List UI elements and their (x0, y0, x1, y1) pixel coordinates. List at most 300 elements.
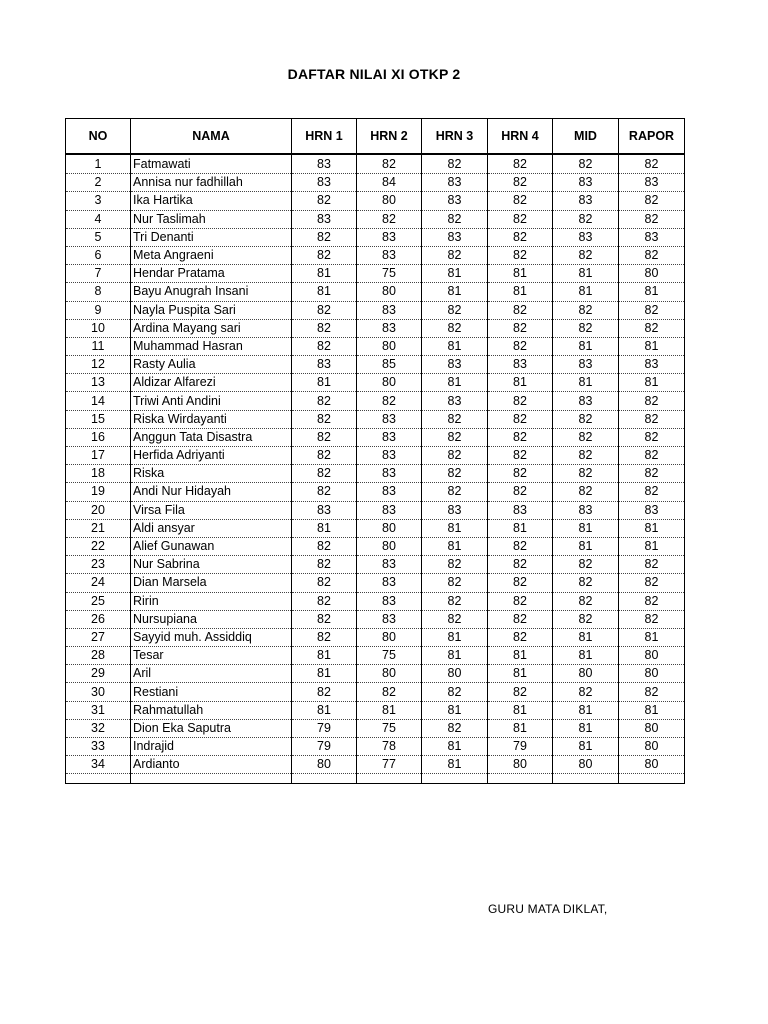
cell-nama: Aril (131, 665, 292, 683)
cell-rapor: 83 (619, 228, 685, 246)
cell-mid: 81 (553, 265, 619, 283)
cell-hrn2: 80 (357, 665, 422, 683)
cell-no: 22 (66, 537, 131, 555)
cell-hrn2: 82 (357, 154, 422, 174)
cell-rapor: 80 (619, 719, 685, 737)
cell-mid: 81 (553, 701, 619, 719)
cell-hrn2: 80 (357, 537, 422, 555)
cell-no: 15 (66, 410, 131, 428)
cell-hrn3: 82 (422, 592, 488, 610)
cell-hrn1: 81 (292, 374, 357, 392)
cell-nama: Bayu Anugrah Insani (131, 283, 292, 301)
cell-rapor: 82 (619, 465, 685, 483)
cell-hrn4: 82 (488, 192, 553, 210)
table-row (66, 556, 685, 574)
cell-nama: Herfida Adriyanti (131, 447, 292, 465)
cell-mid: 82 (553, 610, 619, 628)
table-row (66, 483, 685, 501)
cell-nama: Rahmatullah (131, 701, 292, 719)
cell-mid: 82 (553, 483, 619, 501)
cell-no: 16 (66, 428, 131, 446)
table-row (66, 265, 685, 283)
cell-mid: 83 (553, 228, 619, 246)
cell-hrn4: 81 (488, 283, 553, 301)
cell-rapor: 83 (619, 356, 685, 374)
cell-hrn2: 83 (357, 610, 422, 628)
table-row (66, 574, 685, 592)
cell-hrn2: 80 (357, 337, 422, 355)
cell-nama: Meta Angraeni (131, 246, 292, 264)
cell-mid: 81 (553, 283, 619, 301)
spacer-cell (619, 774, 685, 784)
cell-hrn2: 83 (357, 447, 422, 465)
cell-rapor: 82 (619, 192, 685, 210)
cell-hrn2: 83 (357, 574, 422, 592)
cell-rapor: 82 (619, 428, 685, 446)
table-body (66, 154, 685, 784)
cell-hrn1: 82 (292, 428, 357, 446)
cell-mid: 83 (553, 356, 619, 374)
cell-hrn2: 84 (357, 174, 422, 192)
cell-hrn3: 82 (422, 447, 488, 465)
cell-no: 31 (66, 701, 131, 719)
cell-mid: 82 (553, 428, 619, 446)
table-row (66, 519, 685, 537)
cell-hrn1: 83 (292, 356, 357, 374)
cell-hrn3: 82 (422, 246, 488, 264)
cell-rapor: 82 (619, 392, 685, 410)
cell-mid: 82 (553, 592, 619, 610)
cell-rapor: 83 (619, 174, 685, 192)
spacer-cell (292, 774, 357, 784)
cell-hrn2: 78 (357, 738, 422, 756)
cell-hrn2: 75 (357, 647, 422, 665)
cell-hrn3: 81 (422, 519, 488, 537)
cell-hrn1: 82 (292, 228, 357, 246)
table-row (66, 665, 685, 683)
cell-no: 33 (66, 738, 131, 756)
cell-mid: 81 (553, 719, 619, 737)
table-row (66, 719, 685, 737)
cell-hrn2: 77 (357, 756, 422, 774)
cell-no: 21 (66, 519, 131, 537)
cell-rapor: 82 (619, 301, 685, 319)
cell-hrn4: 82 (488, 465, 553, 483)
cell-mid: 81 (553, 337, 619, 355)
cell-hrn4: 81 (488, 719, 553, 737)
cell-rapor: 81 (619, 537, 685, 555)
cell-no: 23 (66, 556, 131, 574)
cell-hrn3: 81 (422, 701, 488, 719)
cell-mid: 81 (553, 628, 619, 646)
table-row (66, 228, 685, 246)
cell-hrn2: 82 (357, 683, 422, 701)
cell-mid: 81 (553, 374, 619, 392)
cell-hrn3: 80 (422, 665, 488, 683)
cell-nama: Nur Sabrina (131, 556, 292, 574)
cell-mid: 81 (553, 537, 619, 555)
cell-hrn1: 79 (292, 738, 357, 756)
table-row (66, 283, 685, 301)
spacer-cell (422, 774, 488, 784)
table-row (66, 756, 685, 774)
cell-rapor: 80 (619, 265, 685, 283)
cell-nama: Muhammad Hasran (131, 337, 292, 355)
cell-hrn4: 83 (488, 356, 553, 374)
table-row (66, 537, 685, 555)
cell-rapor: 82 (619, 610, 685, 628)
cell-nama: Tesar (131, 647, 292, 665)
cell-hrn2: 83 (357, 428, 422, 446)
header-hrn2: HRN 2 (357, 119, 422, 155)
cell-mid: 83 (553, 192, 619, 210)
cell-hrn1: 80 (292, 756, 357, 774)
cell-nama: Fatmawati (131, 154, 292, 174)
cell-nama: Indrajid (131, 738, 292, 756)
cell-nama: Rasty Aulia (131, 356, 292, 374)
cell-nama: Aldizar Alfarezi (131, 374, 292, 392)
cell-rapor: 82 (619, 556, 685, 574)
table-row (66, 447, 685, 465)
cell-hrn4: 82 (488, 428, 553, 446)
table-row (66, 465, 685, 483)
cell-hrn4: 82 (488, 483, 553, 501)
spacer-cell (553, 774, 619, 784)
cell-no: 8 (66, 283, 131, 301)
header-hrn4: HRN 4 (488, 119, 553, 155)
cell-rapor: 82 (619, 683, 685, 701)
signature-label: GURU MATA DIKLAT, (488, 902, 608, 916)
cell-hrn3: 82 (422, 301, 488, 319)
cell-hrn2: 75 (357, 719, 422, 737)
table-row (66, 628, 685, 646)
header-hrn3: HRN 3 (422, 119, 488, 155)
cell-no: 25 (66, 592, 131, 610)
table-header-row (66, 119, 685, 155)
cell-nama: Ardianto (131, 756, 292, 774)
header-no: NO (66, 119, 131, 155)
table-row (66, 356, 685, 374)
cell-nama: Alief Gunawan (131, 537, 292, 555)
cell-hrn4: 82 (488, 228, 553, 246)
cell-hrn3: 82 (422, 610, 488, 628)
cell-no: 1 (66, 154, 131, 174)
cell-hrn1: 83 (292, 154, 357, 174)
cell-hrn1: 82 (292, 628, 357, 646)
cell-hrn3: 83 (422, 228, 488, 246)
cell-hrn2: 83 (357, 410, 422, 428)
cell-hrn3: 81 (422, 374, 488, 392)
cell-hrn3: 81 (422, 537, 488, 555)
cell-hrn1: 82 (292, 610, 357, 628)
cell-no: 17 (66, 447, 131, 465)
cell-mid: 82 (553, 319, 619, 337)
table-row (66, 501, 685, 519)
cell-hrn4: 81 (488, 519, 553, 537)
table-row (66, 174, 685, 192)
cell-hrn3: 82 (422, 210, 488, 228)
table-row (66, 592, 685, 610)
cell-hrn1: 81 (292, 283, 357, 301)
table-row (66, 319, 685, 337)
cell-hrn4: 82 (488, 174, 553, 192)
cell-hrn1: 82 (292, 447, 357, 465)
cell-hrn1: 82 (292, 683, 357, 701)
cell-hrn4: 79 (488, 738, 553, 756)
cell-no: 29 (66, 665, 131, 683)
cell-rapor: 81 (619, 337, 685, 355)
cell-hrn2: 83 (357, 301, 422, 319)
cell-hrn2: 80 (357, 628, 422, 646)
cell-nama: Riska Wirdayanti (131, 410, 292, 428)
cell-mid: 80 (553, 756, 619, 774)
cell-hrn3: 82 (422, 683, 488, 701)
cell-mid: 83 (553, 174, 619, 192)
table-row (66, 301, 685, 319)
cell-hrn2: 83 (357, 556, 422, 574)
table-bottom-spacer (66, 774, 685, 784)
cell-no: 7 (66, 265, 131, 283)
cell-hrn4: 80 (488, 756, 553, 774)
cell-hrn4: 82 (488, 319, 553, 337)
cell-hrn3: 81 (422, 756, 488, 774)
cell-hrn3: 82 (422, 319, 488, 337)
cell-hrn4: 81 (488, 647, 553, 665)
cell-hrn2: 83 (357, 246, 422, 264)
cell-mid: 81 (553, 519, 619, 537)
cell-rapor: 80 (619, 738, 685, 756)
cell-mid: 82 (553, 465, 619, 483)
cell-hrn2: 83 (357, 465, 422, 483)
cell-mid: 81 (553, 738, 619, 756)
grades-table (65, 118, 685, 784)
cell-hrn1: 82 (292, 392, 357, 410)
cell-hrn3: 83 (422, 192, 488, 210)
cell-nama: Ardina Mayang sari (131, 319, 292, 337)
cell-no: 13 (66, 374, 131, 392)
cell-mid: 82 (553, 301, 619, 319)
cell-mid: 82 (553, 683, 619, 701)
table-row (66, 410, 685, 428)
cell-no: 4 (66, 210, 131, 228)
table-row (66, 701, 685, 719)
cell-rapor: 82 (619, 483, 685, 501)
table-row (66, 192, 685, 210)
cell-hrn2: 85 (357, 356, 422, 374)
cell-no: 2 (66, 174, 131, 192)
cell-rapor: 81 (619, 701, 685, 719)
cell-hrn3: 81 (422, 283, 488, 301)
cell-hrn2: 80 (357, 519, 422, 537)
cell-hrn3: 83 (422, 174, 488, 192)
cell-hrn3: 82 (422, 465, 488, 483)
cell-mid: 82 (553, 574, 619, 592)
cell-hrn3: 82 (422, 154, 488, 174)
cell-nama: Annisa nur fadhillah (131, 174, 292, 192)
cell-hrn2: 82 (357, 392, 422, 410)
cell-hrn3: 83 (422, 392, 488, 410)
cell-hrn1: 83 (292, 210, 357, 228)
cell-nama: Restiani (131, 683, 292, 701)
cell-no: 5 (66, 228, 131, 246)
cell-rapor: 82 (619, 319, 685, 337)
cell-hrn4: 82 (488, 392, 553, 410)
cell-hrn1: 81 (292, 701, 357, 719)
cell-mid: 82 (553, 410, 619, 428)
header-nama: NAMA (131, 119, 292, 155)
cell-hrn4: 82 (488, 556, 553, 574)
cell-hrn2: 83 (357, 483, 422, 501)
cell-hrn3: 81 (422, 265, 488, 283)
cell-no: 9 (66, 301, 131, 319)
cell-hrn2: 80 (357, 192, 422, 210)
table-row (66, 374, 685, 392)
cell-nama: Nayla Puspita Sari (131, 301, 292, 319)
cell-rapor: 83 (619, 501, 685, 519)
cell-nama: Dian Marsela (131, 574, 292, 592)
cell-hrn1: 82 (292, 192, 357, 210)
cell-hrn3: 82 (422, 574, 488, 592)
cell-hrn1: 82 (292, 537, 357, 555)
header-mid: MID (553, 119, 619, 155)
cell-hrn4: 82 (488, 337, 553, 355)
header-hrn1: HRN 1 (292, 119, 357, 155)
table-row (66, 392, 685, 410)
cell-hrn3: 83 (422, 356, 488, 374)
cell-nama: Anggun Tata Disastra (131, 428, 292, 446)
cell-hrn1: 79 (292, 719, 357, 737)
cell-mid: 82 (553, 154, 619, 174)
cell-hrn3: 82 (422, 410, 488, 428)
spacer-cell (357, 774, 422, 784)
cell-nama: Dion Eka Saputra (131, 719, 292, 737)
cell-hrn4: 82 (488, 154, 553, 174)
cell-rapor: 80 (619, 647, 685, 665)
cell-mid: 82 (553, 447, 619, 465)
cell-rapor: 82 (619, 210, 685, 228)
cell-hrn1: 83 (292, 501, 357, 519)
cell-hrn2: 75 (357, 265, 422, 283)
cell-hrn1: 82 (292, 246, 357, 264)
header-rapor: RAPOR (619, 119, 685, 155)
table-row (66, 610, 685, 628)
cell-nama: Ika Hartika (131, 192, 292, 210)
cell-hrn4: 82 (488, 410, 553, 428)
cell-hrn1: 82 (292, 483, 357, 501)
cell-hrn3: 82 (422, 556, 488, 574)
cell-hrn3: 81 (422, 647, 488, 665)
cell-no: 11 (66, 337, 131, 355)
cell-hrn4: 83 (488, 501, 553, 519)
table-row (66, 428, 685, 446)
cell-hrn3: 83 (422, 501, 488, 519)
table-row (66, 246, 685, 264)
cell-no: 26 (66, 610, 131, 628)
cell-no: 14 (66, 392, 131, 410)
document-title: DAFTAR NILAI XI OTKP 2 (287, 66, 461, 82)
cell-rapor: 80 (619, 756, 685, 774)
cell-mid: 83 (553, 392, 619, 410)
table-row (66, 683, 685, 701)
cell-hrn3: 81 (422, 337, 488, 355)
cell-hrn4: 82 (488, 592, 553, 610)
cell-no: 24 (66, 574, 131, 592)
cell-hrn1: 82 (292, 556, 357, 574)
cell-hrn2: 83 (357, 228, 422, 246)
cell-rapor: 81 (619, 628, 685, 646)
cell-hrn2: 81 (357, 701, 422, 719)
cell-no: 30 (66, 683, 131, 701)
cell-hrn2: 80 (357, 283, 422, 301)
cell-nama: Aldi ansyar (131, 519, 292, 537)
cell-mid: 80 (553, 665, 619, 683)
cell-mid: 83 (553, 501, 619, 519)
cell-rapor: 82 (619, 592, 685, 610)
cell-hrn4: 82 (488, 610, 553, 628)
table-row (66, 738, 685, 756)
cell-hrn1: 82 (292, 337, 357, 355)
cell-no: 12 (66, 356, 131, 374)
cell-nama: Hendar Pratama (131, 265, 292, 283)
cell-hrn1: 82 (292, 301, 357, 319)
cell-hrn4: 82 (488, 537, 553, 555)
cell-nama: Virsa Fila (131, 501, 292, 519)
cell-rapor: 82 (619, 154, 685, 174)
cell-hrn3: 81 (422, 738, 488, 756)
cell-no: 19 (66, 483, 131, 501)
cell-nama: Andi Nur Hidayah (131, 483, 292, 501)
table-row (66, 210, 685, 228)
cell-nama: Nur Taslimah (131, 210, 292, 228)
cell-hrn4: 82 (488, 246, 553, 264)
cell-rapor: 81 (619, 283, 685, 301)
cell-rapor: 82 (619, 574, 685, 592)
cell-rapor: 81 (619, 519, 685, 537)
cell-hrn4: 82 (488, 574, 553, 592)
cell-hrn2: 83 (357, 592, 422, 610)
cell-hrn3: 81 (422, 628, 488, 646)
table-row (66, 154, 685, 174)
cell-hrn3: 82 (422, 483, 488, 501)
cell-mid: 81 (553, 647, 619, 665)
spacer-cell (66, 774, 131, 784)
cell-nama: Sayyid muh. Assiddiq (131, 628, 292, 646)
cell-nama: Triwi Anti Andini (131, 392, 292, 410)
cell-mid: 82 (553, 246, 619, 264)
cell-nama: Ririn (131, 592, 292, 610)
cell-no: 6 (66, 246, 131, 264)
cell-hrn4: 81 (488, 701, 553, 719)
cell-hrn1: 81 (292, 265, 357, 283)
cell-hrn1: 82 (292, 592, 357, 610)
cell-nama: Nursupiana (131, 610, 292, 628)
cell-hrn1: 82 (292, 410, 357, 428)
cell-hrn4: 81 (488, 265, 553, 283)
cell-hrn4: 82 (488, 301, 553, 319)
cell-no: 34 (66, 756, 131, 774)
cell-hrn1: 83 (292, 174, 357, 192)
cell-nama: Riska (131, 465, 292, 483)
cell-no: 28 (66, 647, 131, 665)
cell-rapor: 80 (619, 665, 685, 683)
cell-no: 3 (66, 192, 131, 210)
cell-hrn2: 83 (357, 319, 422, 337)
cell-hrn4: 81 (488, 374, 553, 392)
cell-rapor: 82 (619, 447, 685, 465)
cell-hrn1: 82 (292, 574, 357, 592)
cell-no: 18 (66, 465, 131, 483)
cell-hrn4: 81 (488, 665, 553, 683)
